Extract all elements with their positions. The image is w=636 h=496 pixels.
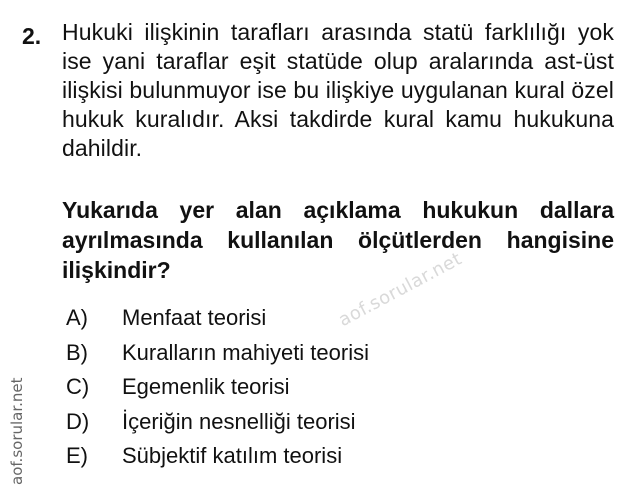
option-d[interactable] — [62, 405, 582, 440]
option-text: Sübjektif katılım teorisi — [122, 443, 343, 468]
watermark-side: aof.sorular.net — [8, 377, 26, 485]
option-text: Egemenlik teorisi — [122, 374, 290, 399]
answer-options — [62, 301, 582, 474]
option-letter: A) — [66, 305, 88, 330]
option-b[interactable] — [62, 336, 582, 371]
option-text: Menfaat teorisi — [122, 305, 267, 330]
option-letter: C) — [66, 374, 90, 399]
option-text: Kuralların mahiyeti teorisi — [122, 339, 369, 365]
watermark-diagonal: aof.sorular.net — [335, 248, 466, 331]
option-c[interactable] — [62, 370, 582, 405]
question-stem: Hukuki ilişkinin tarafları arasında statü farklılığı yok ise yani taraflar eşit statüde olup aralarında ast-üst ilişkisi bulunmuyor ise bu ilişkiye uygulanan kural özel hukuk kuralıdır. Aksi takdirde kural kamu hukukuna dahildir. — [62, 19, 614, 161]
option-letter: B) — [66, 339, 88, 365]
option-text: İçeriğin nesnelliği teorisi — [122, 408, 356, 434]
question-prompt: Yukarıda yer alan açıklama hukukun dallara ayrılmasında kullanılan ölçütlerden hangisine ilişkindir? — [62, 197, 614, 283]
option-letter: D) — [66, 408, 90, 434]
option-e[interactable] — [62, 439, 582, 474]
question-number: 2. — [22, 23, 42, 49]
option-letter: E) — [66, 443, 88, 468]
option-a[interactable] — [62, 301, 582, 336]
